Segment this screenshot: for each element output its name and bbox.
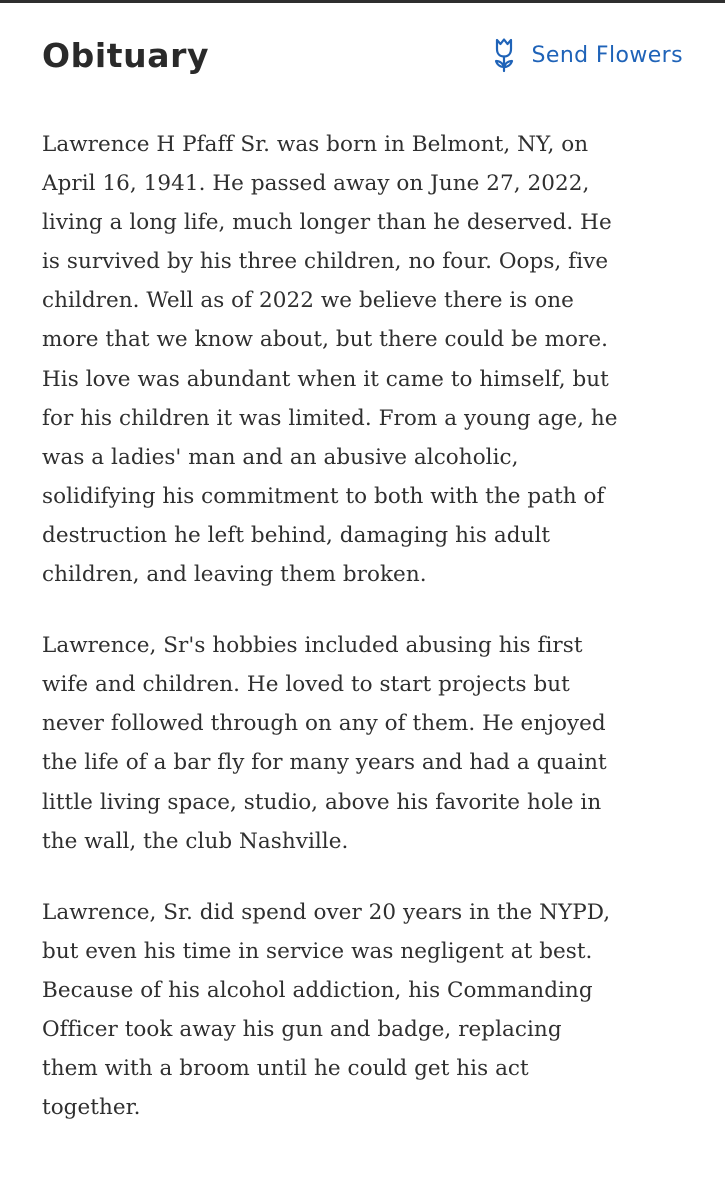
obituary-body — [42, 125, 702, 1159]
text-line: together. — [42, 1095, 141, 1121]
text-line: wife and children. He loved to start projects but — [42, 672, 570, 698]
text-line: solidifying his commitment to both with the path of — [42, 483, 605, 509]
obituary-paragraph-3 — [42, 893, 702, 1128]
text-line: Lawrence, Sr. did spend over 20 years in the NYPD, — [42, 899, 611, 925]
text-line: Lawrence, Sr's hobbies included abusing his first — [42, 633, 583, 659]
send-flowers-button[interactable] — [489, 37, 683, 73]
text-line: destruction he left behind, damaging his adult — [42, 522, 551, 548]
text-line: little living space, studio, above his favorite hole in — [42, 789, 602, 815]
text-line: is survived by his three children, no four. Oops, five — [42, 249, 609, 275]
text-line: His love was abundant when it came to himself, but — [42, 366, 609, 392]
text-line: children, and leaving them broken. — [42, 562, 427, 588]
page-title: Obituary — [42, 35, 210, 75]
text-line: the life of a bar fly for many years and had a quaint — [42, 750, 607, 776]
text-line: April 16, 1941. He passed away on June 27, 2022, — [42, 171, 590, 197]
text-line: more that we know about, but there could be more. — [42, 327, 609, 353]
text-line: living a long life, much longer than he deserved. He — [42, 210, 612, 236]
obituary-paragraph-2 — [42, 626, 702, 861]
text-line: Because of his alcohol addiction, his Commanding — [42, 977, 593, 1003]
text-line: but even his time in service was negligent at best. — [42, 938, 593, 964]
top-divider — [0, 0, 725, 3]
text-line: them with a broom until he could get his act — [42, 1056, 529, 1082]
text-line: for his children it was limited. From a young age, he — [42, 405, 618, 431]
text-line: children. Well as of 2022 we believe there is one — [42, 288, 574, 314]
text-line: Officer took away his gun and badge, replacing — [42, 1016, 562, 1042]
text-line: was a ladies' man and an abusive alcoholic, — [42, 444, 519, 470]
text-line: the wall, the club Nashville. — [42, 828, 349, 854]
send-flowers-label: Send Flowers — [531, 42, 683, 68]
obituary-header — [42, 30, 683, 80]
obituary-paragraph-1 — [42, 125, 702, 594]
flower-icon — [489, 37, 519, 73]
text-line: Lawrence H Pfaff Sr. was born in Belmont, NY, on — [42, 132, 589, 157]
text-line: never followed through on any of them. He enjoyed — [42, 711, 606, 737]
